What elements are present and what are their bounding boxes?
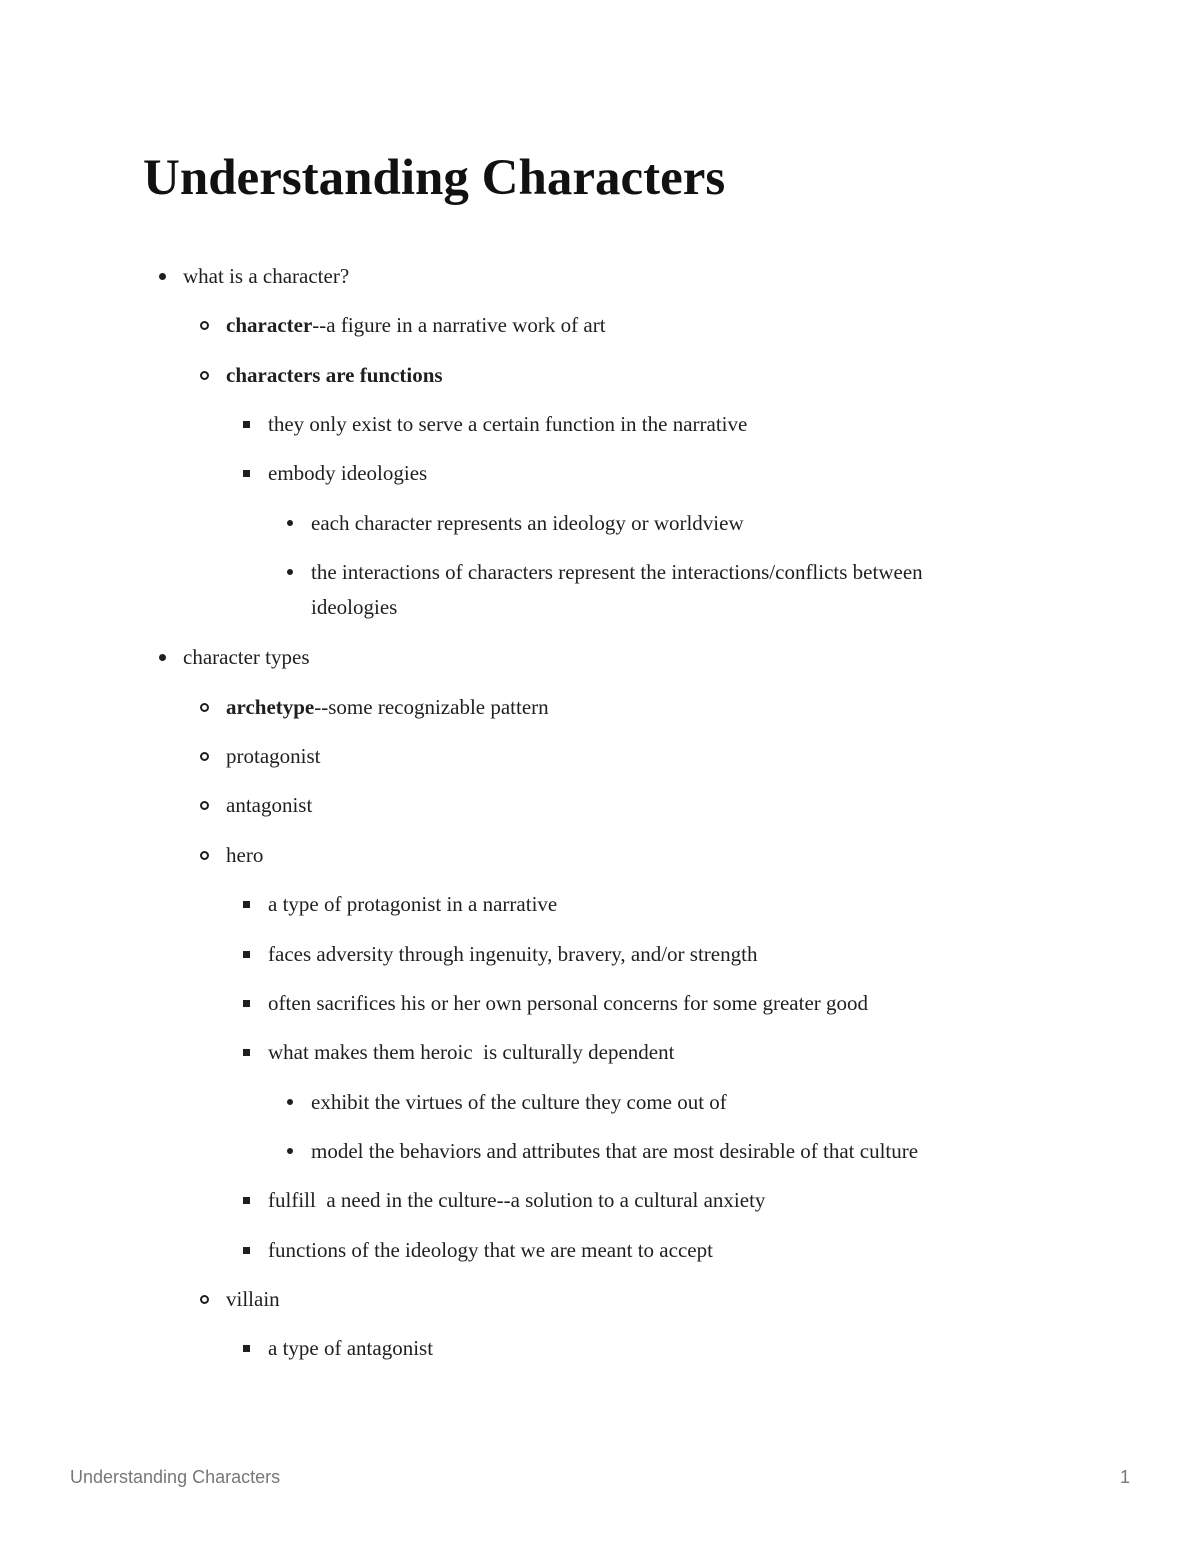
list-item-text: often sacrifices his or her own personal concerns for some greater good (268, 991, 869, 1015)
list-item (268, 937, 1028, 972)
footer-title: Understanding Characters (70, 1467, 281, 1487)
list-item (226, 788, 986, 823)
list-item (311, 506, 1071, 541)
bullet-square-icon (243, 470, 250, 477)
list-item-text: hero (226, 843, 264, 867)
bullet-circle-icon (200, 752, 209, 761)
list-item (226, 358, 986, 393)
list-item-text: each character represents an ideology or worldview (311, 511, 744, 535)
list-item-text: a type of antagonist (268, 1336, 434, 1360)
list-item-text: embody ideologies (268, 461, 428, 485)
bullet-square-icon (243, 1049, 250, 1056)
bullet-disc-icon (287, 1148, 293, 1154)
page-number: 1 (1119, 1467, 1130, 1487)
list-item (311, 1085, 1071, 1120)
list-item (226, 739, 986, 774)
list-item-text: what is a character? (183, 264, 350, 288)
list-item (268, 407, 1028, 442)
list-item-text: protagonist (226, 744, 321, 768)
bullet-circle-icon (200, 1295, 209, 1304)
list-item (311, 555, 1011, 625)
list-item (268, 986, 1068, 1021)
list-item-text: --some recognizable pattern (314, 695, 549, 719)
bullet-square-icon (243, 1000, 250, 1007)
bullet-disc-icon (159, 654, 166, 661)
list-item (183, 640, 943, 675)
list-item (226, 690, 986, 725)
bullet-square-icon (243, 1197, 250, 1204)
bullet-square-icon (243, 1345, 250, 1352)
list-item-text: villain (226, 1287, 280, 1311)
list-item-text: what makes them heroic is culturally dependent (268, 1040, 675, 1064)
term-bold: character (226, 313, 313, 337)
list-item (226, 308, 986, 343)
list-item (268, 887, 1028, 922)
list-item (226, 838, 986, 873)
list-item-text: a type of protagonist in a narrative (268, 892, 558, 916)
list-item-text: functions of the ideology that we are meant to accept (268, 1238, 713, 1262)
bullet-circle-icon (200, 321, 209, 330)
bullet-disc-icon (287, 569, 293, 575)
bullet-circle-icon (200, 703, 209, 712)
list-item-text: fulfill a need in the culture--a solution to a cultural anxiety (268, 1188, 766, 1212)
list-item (268, 456, 1028, 491)
list-item-text: they only exist to serve a certain function in the narrative (268, 412, 748, 436)
list-item (226, 1282, 986, 1317)
list-item (183, 259, 943, 294)
list-item (268, 1331, 1028, 1366)
list-item (268, 1233, 1028, 1268)
bullet-disc-icon (287, 520, 293, 526)
page-title: Understanding Characters (143, 150, 726, 206)
list-item (268, 1035, 1028, 1070)
list-item-text: exhibit the virtues of the culture they come out of (311, 1090, 727, 1114)
bullet-square-icon (243, 421, 250, 428)
list-item-text: model the behaviors and attributes that are most desirable of that culture (311, 1139, 919, 1163)
bullet-square-icon (243, 1247, 250, 1254)
list-item-text: --a figure in a narrative work of art (312, 313, 606, 337)
list-item-text: faces adversity through ingenuity, bravery, and/or strength (268, 942, 758, 966)
list-item (311, 1134, 1111, 1169)
term-bold: characters are functions (226, 363, 443, 387)
list-item (268, 1183, 1028, 1218)
bullet-circle-icon (200, 851, 209, 860)
bullet-circle-icon (200, 801, 209, 810)
bullet-square-icon (243, 951, 250, 958)
bullet-circle-icon (200, 371, 209, 380)
bullet-disc-icon (159, 273, 166, 280)
list-item-text: antagonist (226, 793, 313, 817)
list-item-text: the interactions of characters represent the interactions/conflicts between ideologies (311, 560, 923, 619)
list-item-text: character types (183, 645, 310, 669)
term-bold: archetype (226, 695, 315, 719)
bullet-square-icon (243, 901, 250, 908)
bullet-disc-icon (287, 1099, 293, 1105)
